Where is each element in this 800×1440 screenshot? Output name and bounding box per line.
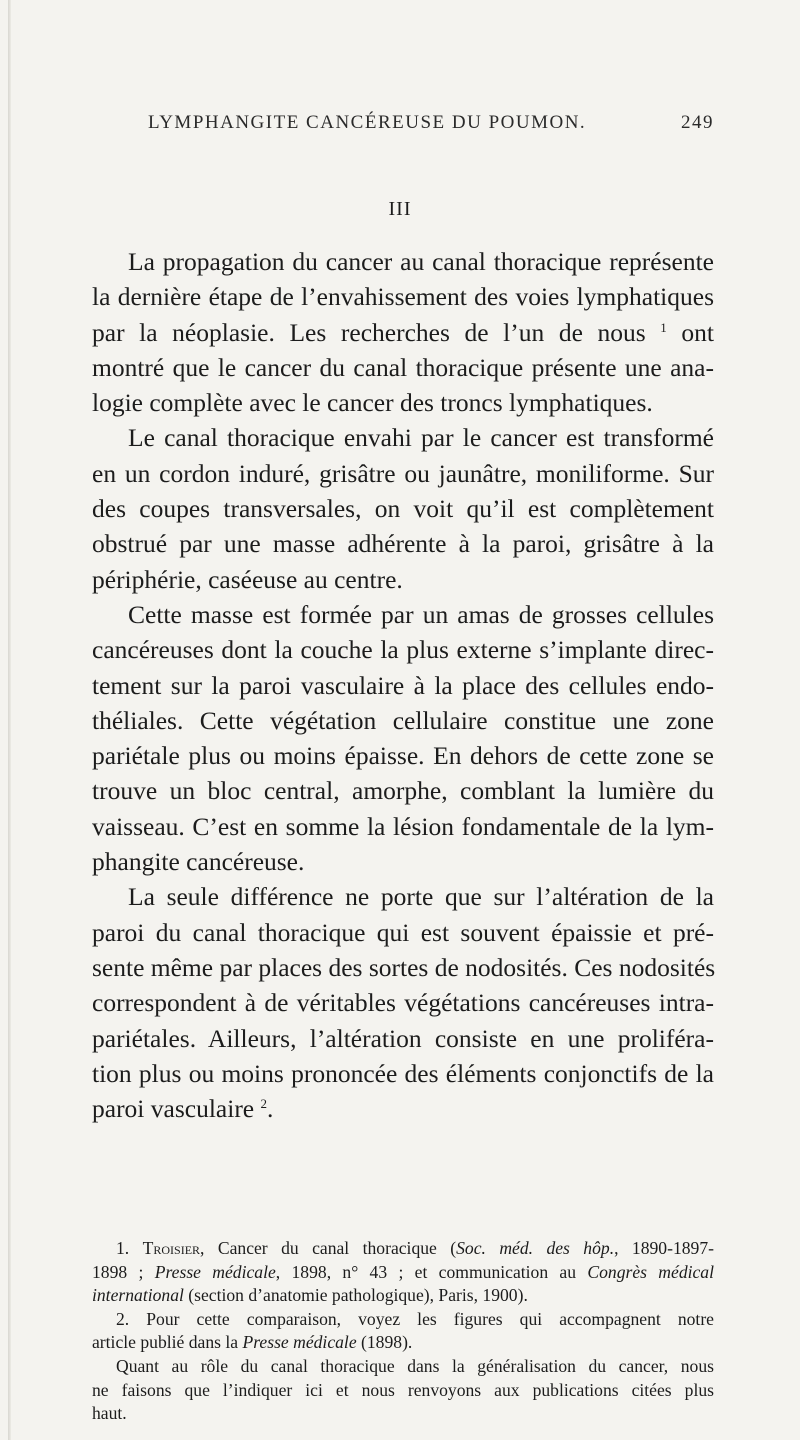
footnote-number: 1. [116, 1238, 130, 1258]
text-fragment: , 1898, n° 43 ; et communication au [275, 1261, 588, 1282]
footnotes [92, 1237, 714, 1426]
journal-title: Congrès médical [587, 1261, 714, 1282]
text-fragment: article publié dans la [92, 1332, 243, 1353]
text-line: Le canal thoracique envahi par le cancer est transformé [128, 423, 714, 453]
running-title: LYMPHANGITE CANCÉREUSE DU POUMON. [148, 112, 587, 133]
footnote-ref: 2 [260, 1096, 268, 1112]
footnote-line [92, 1284, 714, 1308]
author-name: Troisier [142, 1238, 201, 1258]
text-fragment: paroi vasculaire [92, 1094, 255, 1124]
text-line: phangite cancéreuse. [92, 847, 305, 877]
footnote-number: 2. [116, 1308, 130, 1329]
text-line: La propagation du cancer au canal thoracique représente [128, 247, 714, 276]
text-fragment: , 1890-1897- [614, 1238, 715, 1258]
text-fragment: par la néoplasie. Les recherches de l’un de nous [92, 317, 646, 347]
text-fragment: 1898 ; [92, 1261, 155, 1282]
body-text [92, 244, 714, 1126]
running-header [148, 112, 714, 138]
journal-title: Presse médicale [242, 1332, 357, 1353]
footnote-line: Quant au rôle du canal thoracique dans la généralisation du cancer, nous [116, 1355, 714, 1376]
text-fragment: (section d’anatomie pathologique), Paris, 1900). [183, 1285, 528, 1306]
page-number: 249 [681, 112, 714, 133]
footnote-ref: 1 [660, 319, 667, 335]
text-line: montré que le cancer du canal thoracique présente une ana- [92, 352, 714, 382]
text-line [92, 315, 714, 350]
text-line: pariétale plus ou moins épaisse. En dehors de cette zone se [92, 741, 714, 771]
text-line: pariétales. Ailleurs, l’altération consiste en une proliféra- [92, 1023, 714, 1053]
final-period: . [267, 1094, 274, 1124]
text-line: des coupes transversales, on voit qu’il est complètement [92, 494, 714, 524]
journal-title: Soc. méd. des hôp. [456, 1238, 615, 1258]
text-line: tion plus ou moins prononcée des éléments conjonctifs de la [92, 1058, 714, 1088]
text-line: correspondent à de véritables végétations cancéreuses intra- [92, 988, 714, 1018]
footnote-line [92, 1237, 714, 1261]
text-line: théliales. Cette végétation cellulaire constitue une zone [92, 705, 714, 735]
text-line: sente même par places des sortes de nodosités. Ces nodosités [92, 952, 716, 982]
text-line: tement sur la paroi vasculaire à la place des cellules endo- [92, 670, 714, 700]
text-line: cancéreuses dont la couche la plus externe s’implante direc- [92, 635, 714, 665]
text-line [92, 1091, 714, 1126]
section-number: III [388, 198, 412, 220]
text-line: trouve un bloc central, amorphe, comblant la lumière du [92, 776, 714, 806]
text-line: obstrué par une masse adhérente à la paroi, grisâtre à la [92, 529, 714, 559]
footnote-line: haut. [92, 1403, 127, 1424]
text-line: la dernière étape de l’envahissement des voies lymphatiques [92, 282, 714, 312]
text-fragment: (1898). [356, 1332, 413, 1353]
footnote-line [92, 1261, 714, 1285]
text-line: paroi du canal thoracique qui est souvent épaissie et pré- [92, 917, 714, 947]
text-line: La seule différence ne porte que sur l’altération de la [128, 882, 714, 912]
text-line: périphérie, caséeuse au centre. [92, 564, 403, 594]
footnote-line [92, 1308, 714, 1332]
text-line: Cette masse est formée par un amas de grosses cellules [128, 599, 714, 629]
text-line: vaisseau. C’est en somme la lésion fondamentale de la lym- [92, 811, 714, 841]
text-fragment: , Cancer du canal thoracique ( [200, 1238, 457, 1258]
journal-title: international [92, 1285, 184, 1306]
text-fragment: Pour cette comparaison, voyez les figures qui accompagnent notre [146, 1308, 714, 1329]
text-line: en un cordon induré, grisâtre ou jaunâtre, moniliforme. Sur [92, 458, 714, 488]
text-line: logie complète avec le cancer des troncs lymphatiques. [92, 388, 653, 418]
footnote-line: ne faisons que l’indiquer ici et nous renvoyons aux publications citées plus [92, 1379, 714, 1400]
text-fragment: ont [681, 317, 714, 347]
journal-title: Presse médicale [154, 1261, 276, 1282]
footnote-line [92, 1331, 714, 1355]
